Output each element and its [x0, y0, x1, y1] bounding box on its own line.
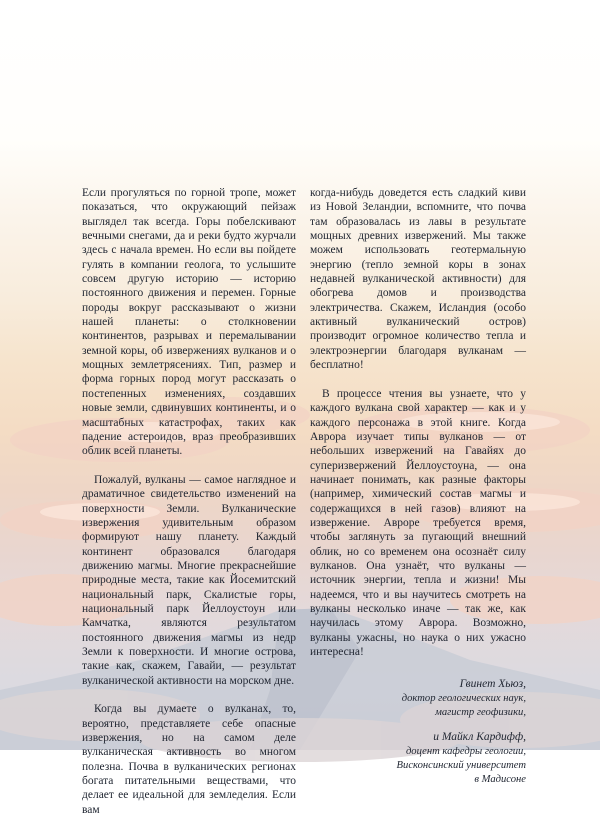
- signature-line: в Мадисоне: [474, 774, 526, 786]
- signature-line: магистр геофизики,: [435, 707, 526, 719]
- signature-line: доктор геологических наук,: [401, 692, 526, 704]
- signature-name: Гвинет Хьюз,: [459, 678, 526, 691]
- benefits-paragraph: Когда вы думаете о вулканах, то, вероятно, представляете себе опасные извержения, но на самом деле вулканическая активность во многом полезна. Почва в вулканических регионах богата питательными веществами, что делает ее идеальной для земледелия. Если вам: [82, 703, 296, 816]
- signature-name: и Майкл Кардифф,: [433, 731, 526, 744]
- signature-cardiff: [310, 730, 526, 787]
- author-signatures: [310, 677, 526, 787]
- reading-paragraph: В процессе чтения вы узнаете, что у каждого вулкана свой характер — как и у каждого персонажа в этой книге. Когда Аврора изучает типы вулканов — от небольших извержений на Гавайях до суперизвержений Йеллоустоуна, — она начинает понимать, как разные факторы (например, химический состав магмы и содержащихся в ней газов) влияют на извержение. Авроре требуется время, чтобы заглянуть за пугающий внешний облик, но со временем она осознаёт силу вулканов. Она узнаёт, что вулканы — источник энергии, тепла и жизни! Мы надеемся, что и вы научитесь смотреть на вулканы несколько иначе — так же, как научилась этому Аврора. Возможно, вулканы ужасны, но наука о них ужасно интересна!: [310, 387, 526, 658]
- right-text-column: [310, 186, 526, 798]
- signature-line: доцент кафедры геологии,: [405, 745, 526, 757]
- continuation-paragraph: когда-нибудь доведется есть сладкий киви из Новой Зеландии, вспомните, что почва там образовалась из лавы в результате мощных древних извержений. Мы также можем использовать геотермальную энергию (тепло земной коры в зонах недавней вулканической активности) для обогрева домов и производства электричества. Скажем, Исландия (особо активный вулканический остров) производит огромное количество тепла и электроэнергии благодаря вулканам — бесплатно!: [310, 187, 526, 372]
- left-text-column: [82, 186, 296, 831]
- intro-paragraph: Если прогуляться по горной тропе, может показаться, что окружающий пейзаж выглядел так всегда. Горы побелскивают вечными снегами, да и реки будто журчали здесь с начала времен. Но если вы пойдете гулять в компании геолога, то услышите совсем другую историю — историю постоянного движения и перемен. Горные породы вокруг рассказывают о жизни нашей планеты: о столкновении континентов, разрывах и перемалывании земной коры, об извержениях вулканов и о мощных землетрясениях. Тип, размер и форма горных пород могут рассказать о постепенных изменениях, создавших новые земли, сдвинувших континенты, и о масштабных катастрофах, таких как падение астероидов, враз преобразивших облик всей планеты.: [82, 187, 296, 458]
- signature-line: Висконсинский университет: [396, 760, 526, 772]
- volcanoes-paragraph: Пожалуй, вулканы — самое наглядное и драматичное свидетельство изменений на поверхности Земли. Вулканические извержения удивительным образом формируют нашу планету. Каждый континент образовался благодаря движению магмы. Многие прекраснейшие природные места, такие как Йосемитский национальный парк, Скалистые горы, национальный парк Йеллоустоун или Камчатка, являются результатом постоянного движения магмы из недр Земли к поверхности. И многие острова, такие как, скажем, Гавайи, — результат вулканической активности на морском дне.: [82, 473, 296, 687]
- signature-hughes: [310, 677, 526, 720]
